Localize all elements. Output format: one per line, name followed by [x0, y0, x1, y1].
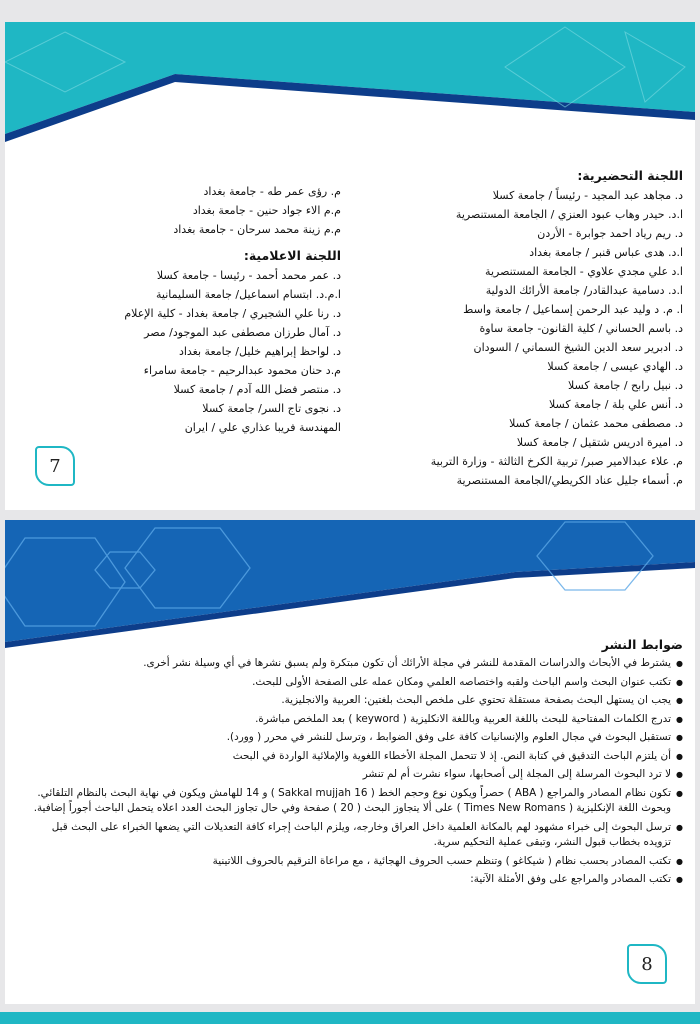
member-line: ا.د علي مجدي علاوي - الجامعة المستنصرية	[485, 265, 683, 278]
member-line: د. آمال طرزان مصطفى عبد الموجود/ مصر	[144, 326, 341, 339]
page-8	[5, 520, 695, 1004]
page-number: 8	[627, 944, 667, 984]
member-line: م. رؤى عمر طه - جامعة بغداد	[203, 185, 341, 198]
member-line: د. باسم الحساني / كلية القانون- جامعة ساوة	[479, 322, 683, 335]
member-line: ا. م. د وليد عبد الرحمن إسماعيل / جامعة واسط	[463, 303, 683, 316]
member-line: م.م زينة محمد سرحان - جامعة بغداد	[173, 223, 341, 236]
member-line: د. رنا علي الشجيري / جامعة بغداد - كلية الإعلام	[124, 307, 341, 320]
header-banner-teal	[5, 22, 695, 172]
member-line: د. الهادي عيسى / جامعة كسلا	[547, 360, 683, 373]
member-line: م.د حنان محمود عبدالرحيم - جامعة سامراء	[143, 364, 341, 377]
member-line: م. أسماء جليل عناد الكريطي/الجامعة المستنصرية	[456, 474, 683, 487]
member-line: د. مجاهد عبد المجيد - رئيساً / جامعة كسلا	[492, 189, 683, 202]
rule-item: ● تدرج الكلمات المفتاحية للبحث باللغة العربية وباللغة الانكليزية ( keyword ) بعد الملخص مباشرة.	[23, 712, 683, 728]
next-page-edge	[0, 1012, 700, 1024]
member-line: د. عمر محمد أحمد - رئيسا - جامعة كسلا	[156, 269, 341, 282]
member-line: د. ريم رياد احمد جوابرة - الأردن	[537, 227, 683, 240]
member-line: د. نجوى تاج السر/ جامعة كسلا	[202, 402, 341, 415]
member-line: د. أنس علي بلة / جامعة كسلا	[548, 398, 683, 411]
page-7	[5, 22, 695, 510]
member-line: د. لواحظ إبراهيم خليل/ جامعة بغداد	[178, 345, 341, 358]
preparatory-committee-title: اللجنة التحضيرية:	[577, 168, 683, 183]
media-committee-title: اللجنة الاعلامية:	[243, 248, 341, 263]
header-banner-blue	[5, 520, 695, 650]
rules-title: ضوابط النشر	[601, 637, 683, 652]
rule-item: ● تكتب عنوان البحث واسم الباحث ولقبه واختصاصه العلمي ومكان عمله على الصفحة الأولى للبحث.	[23, 675, 683, 691]
member-line: د. منتصر فضل الله آدم / جامعة كسلا	[173, 383, 341, 396]
preparatory-committee	[353, 166, 683, 490]
member-line: د. ادبرير سعد الدين الشيخ السماني / السودان	[473, 341, 683, 354]
rule-item: ● لا ترد البحوث المرسلة إلى المجلة إلى أصحابها، سواء نشرت أم لم تنشر	[23, 767, 683, 783]
member-line: د. نبيل رابح / جامعة كسلا	[567, 379, 683, 392]
rule-item: ● يجب ان يستهل البحث بصفحة مستقلة تحتوي على ملخص البحث بلغتين: العربية والانجليزية.	[23, 693, 683, 709]
rule-item: ● تكون نظام المصادر والمراجع ( ABA ) حصراً ويكون نوع وحجم الخط ( Sakkal mujjah 16 ) و 14 للهامش ويكون في نهاية البحث بالنظام التلقائي. وبحوث اللغة الإنكليزية ( Times New Romans ) على ألا يتجاوز البحث ( 20 ) صفحة وفي حال تجاوز البحث العدد اعلاه يتحمل الباحث أجوراً إضافية.	[23, 786, 683, 817]
member-line: د. اميرة ادريس شتقيل / جامعة كسلا	[516, 436, 683, 449]
media-committee	[21, 246, 341, 437]
extra-members	[21, 182, 341, 239]
member-line: ا.د. دسامية عبدالقادر/ جامعة الأرائك الدولية	[485, 284, 683, 297]
member-line: د. مصطفى محمد عثمان / جامعة كسلا	[509, 417, 683, 430]
rule-item: ● تستقبل البحوث في مجال العلوم والإنسانيات كافة على وفق الضوابط ، وترسل للنشر في محرر ( وورد).	[23, 730, 683, 746]
publication-rules	[23, 634, 683, 891]
member-line: م. علاء عبدالامير صبر/ تربية الكرخ الثالثة - وزارة التربية	[430, 455, 683, 468]
rule-item: ● أن يلتزم الباحث التدقيق في كتابة النص. إذ لا تتحمل المجلة الأخطاء اللغوية والإملائية الواردة في البحث	[23, 749, 683, 765]
rule-item: ● ترسل البحوث إلى خبراء مشهود لهم بالمكانة العلمية داخل العراق وخارجه، ويلزم الباحث إجراء كافة التعديلات التي يضعها الخبراء على البحث قبل تزويده بخطاب قبول النشر، وتبقى عملية التحكيم سرية.	[23, 820, 683, 851]
member-line: م.م الاء جواد حنين - جامعة بغداد	[192, 204, 341, 217]
page-number: 7	[35, 446, 75, 486]
member-line: ا.د. هدى عباس قنبر / جامعة بغداد	[529, 246, 683, 259]
member-line: ا.د. حيدر وهاب عبود العنزي / الجامعة المستنصرية	[455, 208, 683, 221]
member-line: ا.م.د. ابتسام اسماعيل/ جامعة السليمانية	[156, 288, 341, 301]
rule-item: ● تكتب المصادر بحسب نظام ( شيكاغو ) وتنظم حسب الحروف الهجائية ، مع مراعاة الترقيم بالحروف اللاتينية	[23, 854, 683, 870]
rule-item: ● تكتب المصادر والمراجع على وفق الأمثلة الآتية:	[23, 872, 683, 888]
rule-item: ● يشترط في الأبحاث والدراسات المقدمة للنشر في مجلة الأرائك أن تكون مبتكرة ولم يسبق نشرها في أي وسيلة نشر أخرى.	[23, 656, 683, 672]
member-line: المهندسة فريبا عذاري علي / ايران	[184, 421, 341, 434]
